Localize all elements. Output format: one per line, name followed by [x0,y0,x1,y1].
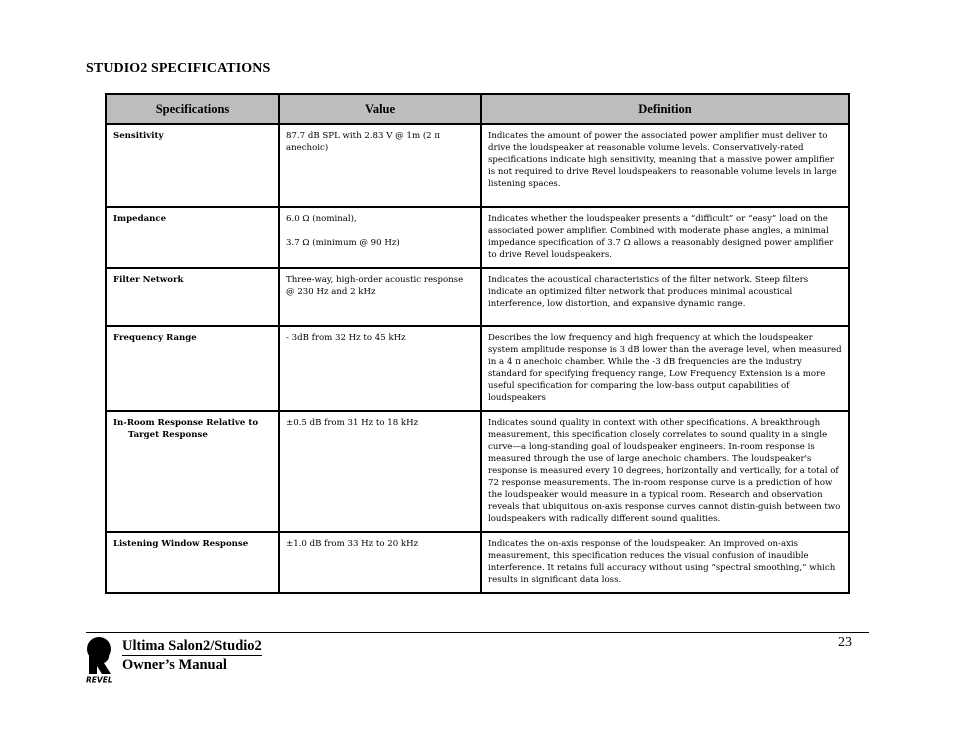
spec-label: Impedance [106,207,279,268]
header-definition: Definition [481,94,849,124]
spec-value-cell [279,207,481,268]
spec-label: Sensitivity [106,124,279,207]
spec-definition: Indicates the acoustical characteristics of the filter network. Steep filters indicate an optimized filter network that produces minimal acoustical interference, low distortion, and expansive dynamic range. [481,268,849,326]
spec-value: Three-way, high-order acoustic response @ 230 Hz and 2 kHz [279,268,481,326]
manual-title-line1: Ultima Salon2/Studio2 [122,638,262,654]
spec-definition: Indicates whether the loudspeaker presents a “difficult” or “easy” load on the associated power amplifier. Combined with moderate phase angles, a minimal impedance specification of 3.7 Ω allows a reasonably designed power amplifier to drive Revel loudspeakers. [481,207,849,268]
spec-label: Filter Network [106,268,279,326]
specifications-table [105,93,850,594]
spec-definition: Indicates the amount of power the associated power amplifier must deliver to drive the loudspeaker at reasonable volume levels. Conservatively-rated specifications indicate high sensitivity, meaning that a massive power amplifier is not required to drive Revel loudspeakers to reasonable volume levels in large listening spaces. [481,124,849,207]
spec-label: In-Room Response Relative to [113,418,259,428]
spec-label: Frequency Range [106,326,279,411]
spec-value-secondary: 3.7 Ω (minimum @ 90 Hz) [286,238,400,248]
spec-value: 6.0 Ω (nominal), [286,214,357,224]
section-title: STUDIO2 SPECIFICATIONS [86,61,271,76]
spec-label-continued: Target Response [128,430,208,440]
spec-label-cell [106,411,279,532]
spec-value: ±1.0 dB from 33 Hz to 20 kHz [279,532,481,593]
spec-value: 87.7 dB SPL with 2.83 V @ 1m (2 π anechoic) [279,124,481,207]
footer-divider [86,632,869,633]
header-value: Value [279,94,481,124]
spec-value: - 3dB from 32 Hz to 45 kHz [279,326,481,411]
header-specifications: Specifications [106,94,279,124]
revel-logo [86,636,116,684]
spec-definition: Describes the low frequency and high frequency at which the loudspeaker system amplitude response is 3 dB lower than the average level, when measured in a 4 π anechoic chamber. While the -3 dB frequencies are the industry standard for specifying frequency range, Low Frequency Extension is a more useful specification for comparing the low-bass output capabilities of loudspeakers [481,326,849,411]
spec-definition: Indicates sound quality in context with other specifications. A breakthrough measurement, this specification closely correlates to sound quality in a single curve—a long-standing goal of loudspeaker engineers. In-room response is measured through the use of large anechoic chambers. The loudspeaker's response is measured every 10 degrees, horizontally and vertically, for a total of 72 response measurements. The in-room response curve is a prediction of how the loudspeaker would measure in a typical room. Research and observation reveals that ubiquitous on-axis response curves cannot distin-guish between two loudspeakers with radically different sound qualities. [481,411,849,532]
table-row [106,124,849,207]
table-row [106,532,849,593]
manual-title-line2: Owner’s Manual [122,657,227,673]
table-header-row [106,94,849,124]
table-row [106,207,849,268]
table-row [106,268,849,326]
spec-value: ±0.5 dB from 31 Hz to 18 kHz [279,411,481,532]
table-row [106,326,849,411]
logo-text: REVEL [86,675,113,684]
spec-definition: Indicates the on-axis response of the loudspeaker. An improved on-axis measurement, this specification reduces the visual confusion of inaudible interference. It retains full accuracy without using “spectral smoothing,” which results in significant data loss. [481,532,849,593]
page-number: 23 [838,635,852,650]
manual-title [122,637,262,674]
spec-label: Listening Window Response [106,532,279,593]
table-row [106,411,849,532]
